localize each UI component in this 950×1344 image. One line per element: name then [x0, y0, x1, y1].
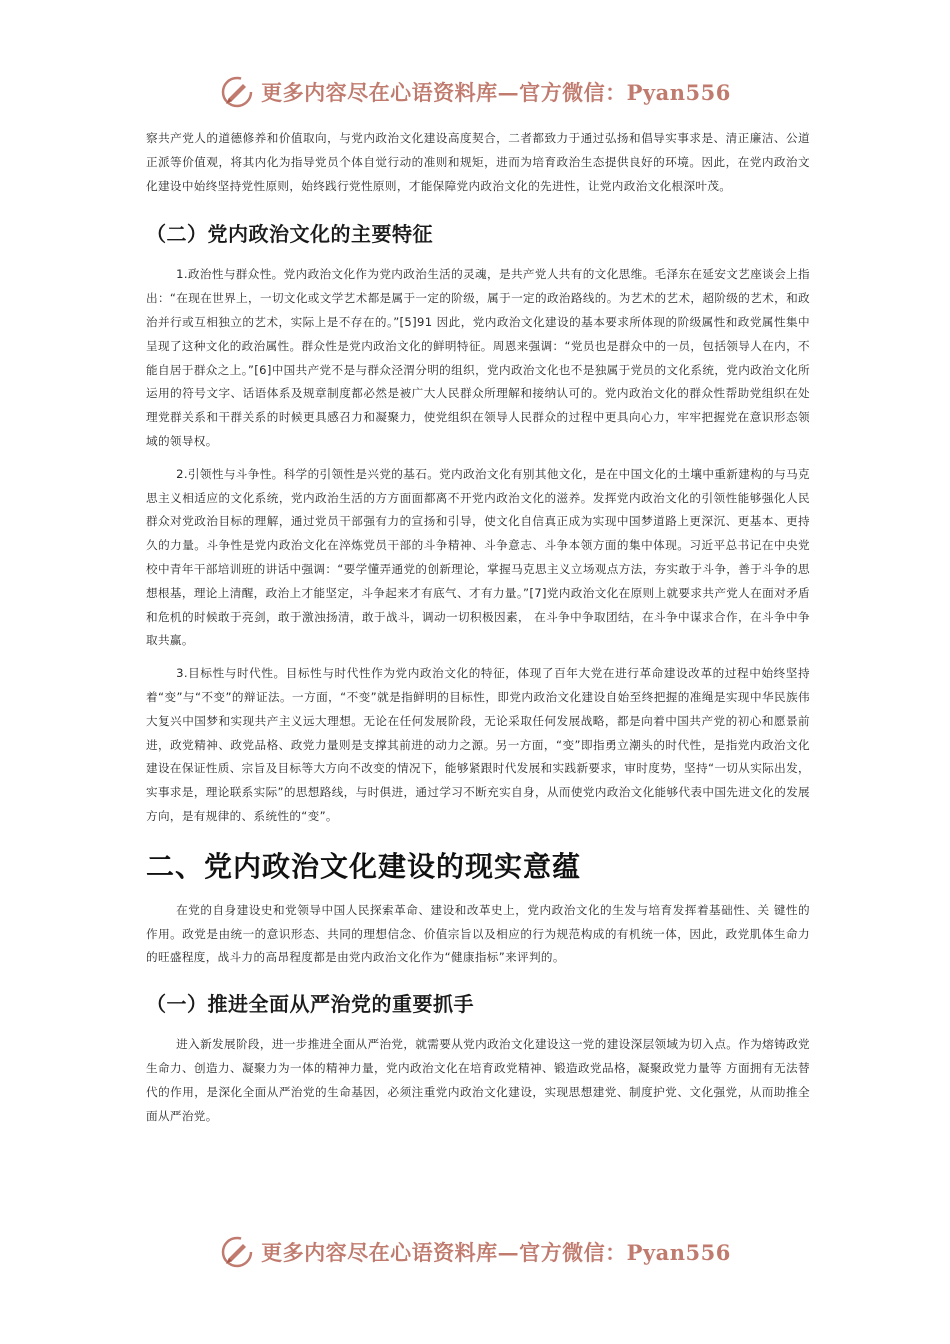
brush-logo-icon — [219, 1234, 255, 1270]
watermark-text: 更多内容尽在心语资料库—官方微信：Pyan556 — [261, 1240, 731, 1265]
heading-section-two: 二、党内政治文化建设的现实意蕴 — [146, 849, 582, 883]
paragraph-realistic-meaning: 在党的自身建设史和党领导中国人民探索革命、建设和改革史上，党内政治文化的生发与培育发挥着基础性、关 键性的作用。政党是由统一的意识形态、共同的理想信念、价值宗旨以及相应的行为规范构成的有机统一体，因此，政党肌体生命力的旺盛程度，战斗力的高昂程度都是由党内政治文化作为“健康指标”来评判的。 — [146, 902, 810, 965]
paragraph-goal-era: 3.目标性与时代性。目标性与时代性作为党内政治文化的特征，体现了百年大党在进行革命建设改革的过程中始终坚持着“变”与“不变”的辩证法。一方面，“不变”就是指鲜明的目标性，即党内政治文化建设自始至终把握的准绳是实现中华民族伟大复兴中国梦和实现共产主义远大理想。无论在任何发展阶段，无论采取任何发展战略，都是向着中国共产党的初心和愿景前进，政党精神、政党品格、政党力量则是支撑其前进的动力之源。另一方面，“变”即指勇立潮头的时代性，是指党内政治文化建设在保证性质、宗旨及目标等大方向不改变的情况下，能够紧跟时代发展和实践新要求，审时度势，坚持“一切从实际出发，实事求是，理论联系实际”的思想路线，与时俱进，通过学习不断充实自身，从而使党内政治文化能够代表中国先进文化的发展方向，是有规律的、系统性的“变”。 — [146, 666, 810, 823]
paragraph-strict-governance: 进入新发展阶段，进一步推进全面从严治党，就需要从党内政治文化建设这一党的建设深层领域为切入点。作为熔铸政党生命力、创造力、凝聚力为一体的精神力量，党内政治文化在培育政党精神、锻造政党品格，凝聚政党力量等 方面拥有无法替代的作用，是深化全面从严治党的生命基因，必须注重党内政治文化建设，实现思想建党、制度护党、文化强党，从而助推全面从严治党。 — [146, 1037, 810, 1123]
heading-main-features: （二）党内政治文化的主要特征 — [146, 222, 433, 247]
paragraph-intro-continued: 察共产党人的道德修养和价值取向，与党内政治文化建设高度契合，二者都致力于通过弘扬和倡导实事求是、清正廉洁、公道正派等价值观，将其内化为指导党员个体自觉行动的准则和规矩，进而为培育政治生态提供良好的环境。因此，在党内政治文化建设中始终坚持党性原则，始终践行党性原则，才能保障党内政治文化的先进性，让党内政治文化根深叶茂。 — [146, 131, 810, 193]
brush-logo-icon — [219, 74, 255, 110]
document-body — [146, 127, 810, 1128]
footer-watermark — [0, 1230, 950, 1274]
watermark-text: 更多内容尽在心语资料库—官方微信：Pyan556 — [261, 80, 731, 105]
paragraph-leading-struggle: 2.引领性与斗争性。科学的引领性是兴党的基石。党内政治文化有别其他文化，是在中国文化的土壤中重新建构的与马克思主义相适应的文化系统，党内政治生活的方方面面都离不开党内政治文化的滋养。发挥党内政治文化的引领性能够强化人民群众对党政治目标的理解，通过党员干部强有力的宣扬和引导，使文化自信真正成为实现中国梦道路上更深沉、更基本、更持久的力量。斗争性是党内政治文化在淬炼党员干部的斗争精神、斗争意志、斗争本领方面的集中体现。习近平总书记在中央党校中青年干部培训班的讲话中强调：“要学懂弄通党的创新理论，掌握马克思主义立场观点方法，夯实敢于斗争，善于斗争的思想根基，理论上清醒，政治上才能坚定，斗争起来才有底气、才有力量。”[7]党内政治文化在原则上就要求共产党人在面对矛盾和危机的时候敢于亮剑，敢于激浊扬清，敢于战斗，调动一切积极因素， 在斗争中争取团结，在斗争中谋求合作，在斗争中争取共赢。 — [146, 466, 810, 648]
heading-strict-governance: （一）推进全面从严治党的重要抓手 — [146, 992, 474, 1017]
paragraph-politics-mass: 1.政治性与群众性。党内政治文化作为党内政治生活的灵魂，是共产党人共有的文化思维。毛泽东在延安文艺座谈会上指出：“在现在世界上，一切文化或文学艺术都是属于一定的阶级，属于一定的政治路线的。为艺术的艺术，超阶级的艺术，和政治并行或互相独立的艺术，实际上是不存在的。”[5]91 因此，党内政治文化建设的基本要求所体现的阶级属性和政党属性集中呈现了这种文化的政治属性。群众性是党内政治文化的鲜明特征。周恩来强调：“党员也是群众中的一员，包括领导人在内，不能自居于群众之上。”[6]中国共产党不是与群众泾渭分明的组织，党内政治文化也不是独属于党员的文化系统，党内政治文化所运用的符号文字、话语体系及规章制度都必然是被广大人民群众所理解和接纳认可的。党内政治文化的群众性帮助党组织在处理党群关系和干群关系的时候更具感召力和凝聚力，使党组织在领导人民群众的过程中更具向心力，牢牢把握党在意识形态领域的领导权。 — [146, 267, 810, 448]
header-watermark — [0, 70, 950, 114]
